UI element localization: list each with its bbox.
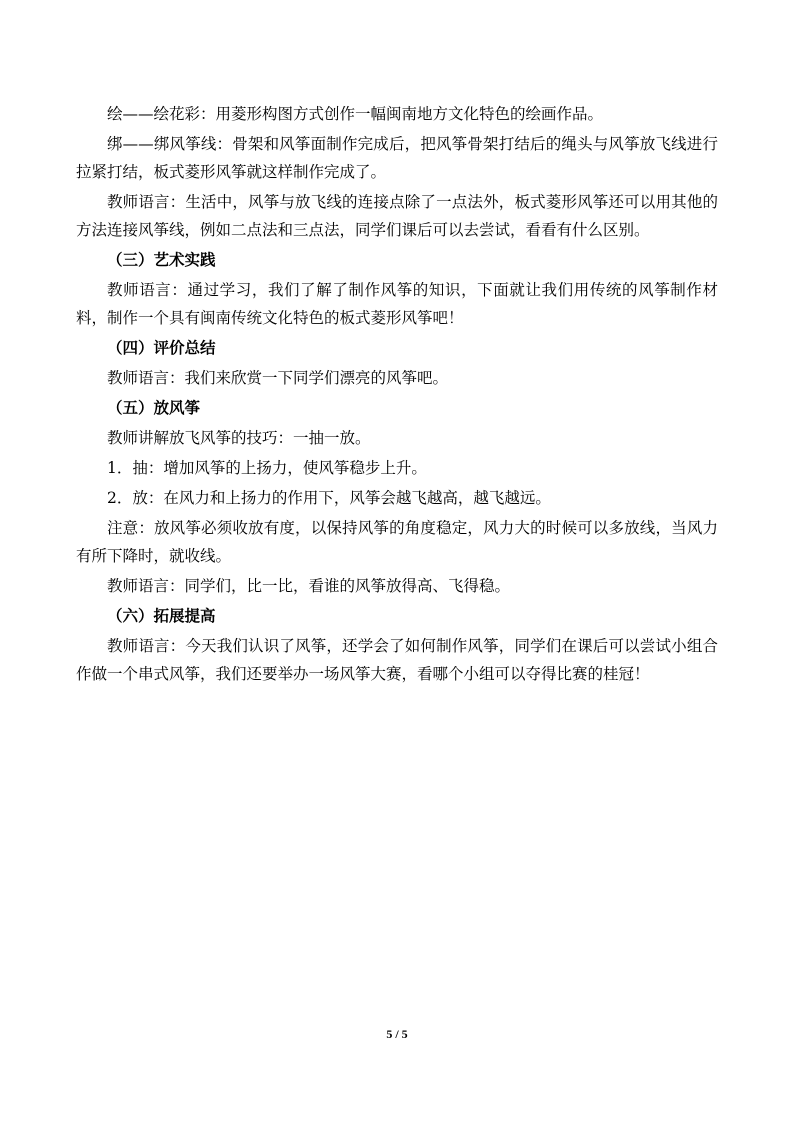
heading-fly-kite: （五）放风筝 [107, 398, 201, 417]
heading-art-practice: （三）艺术实践 [107, 250, 216, 269]
paragraph-hui: 绘——绘花彩：用菱形构图方式创作一幅闽南地方文化特色的绘画作品。 [107, 105, 604, 123]
heading-evaluation: （四）评价总结 [107, 338, 216, 357]
paragraph-note: 注意：放风筝必须收放有度，以保持风筝的角度稳定，风力大的时候可以多放线，当风力有所下降时，就收线。 [76, 519, 718, 565]
document-body [76, 100, 718, 690]
paragraph-bang: 绑——绑风筝线：骨架和风筝面制作完成后，把风筝骨架打结后的绳头与风筝放飞线进行拉紧打结，板式菱形风筝就这样制作完成了。 [76, 135, 718, 181]
paragraph-release: 2．放：在风力和上扬力的作用下，风筝会越飞越高，越飞越远。 [107, 489, 551, 507]
paragraph-teacher-compete: 教师语言：同学们，比一比，看谁的风筝放得高、飞得稳。 [107, 577, 511, 595]
paragraph-teacher-appreciate: 教师语言：我们来欣赏一下同学们漂亮的风筝吧。 [107, 369, 449, 387]
paragraph-technique: 教师讲解放飞风筝的技巧：一抽一放。 [107, 429, 371, 447]
heading-extension: （六）拓展提高 [107, 606, 216, 625]
paragraph-teacher-connect: 教师语言：生活中，风筝与放飞线的连接点除了一点法外，板式菱形风筝还可以用其他的方法连接风筝线，例如二点法和三点法，同学们课后可以去尝试，看看有什么区别。 [76, 193, 718, 239]
paragraph-pull: 1．抽：增加风筝的上扬力，使风筝稳步上升。 [107, 459, 427, 477]
paragraph-teacher-summary: 教师语言：今天我们认识了风筝，还学会了如何制作风筝，同学们在课后可以尝试小组合作做一个串式风筝，我们还要举办一场风筝大赛，看哪个小组可以夺得比赛的桂冠！ [76, 637, 718, 683]
page-number: 5 / 5 [386, 1027, 408, 1041]
paragraph-teacher-practice: 教师语言：通过学习，我们了解了制作风筝的知识，下面就让我们用传统的风筝制作材料，制作一个具有闽南传统文化特色的板式菱形风筝吧！ [76, 281, 718, 327]
